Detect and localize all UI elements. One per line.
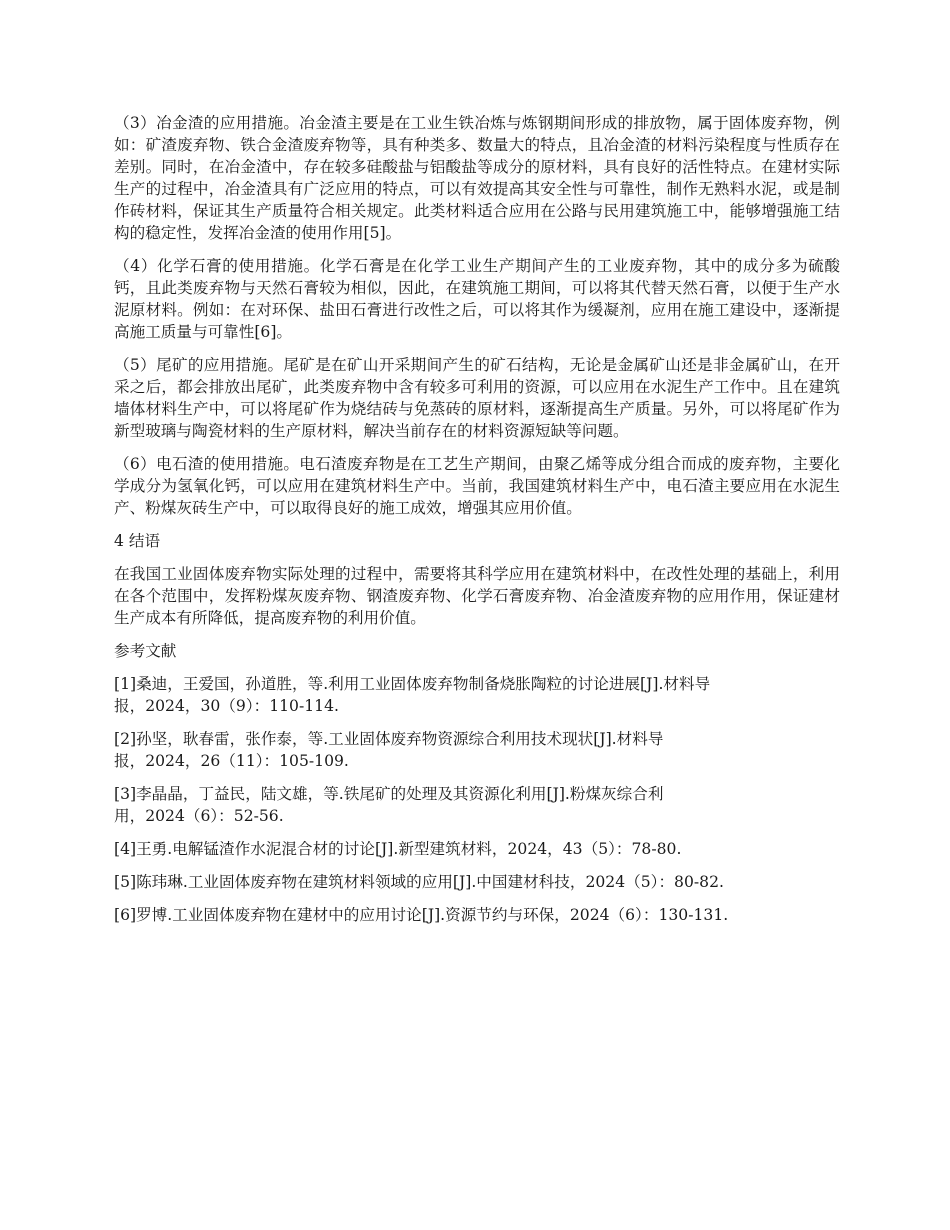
reference-line: [1]桑迪，王爱国，孙道胜，等.利用工业固体废弃物制备烧胀陶粒的讨论进展[J].材料导 — [114, 675, 711, 693]
document-page — [114, 112, 840, 937]
conclusion-heading: 4 结语 — [114, 532, 161, 550]
reference-item-6 — [114, 904, 840, 926]
conclusion-text: 在我国工业固体废弃物实际处理的过程中，需要将其科学应用在建筑材料中，在改性处理的基础上，利用在各个范围中，发挥粉煤灰废弃物、钢渣废弃物、化学石膏废弃物、冶金渣废弃物的应用作用，保证建材生产成本有所降低，提高废弃物的利用价值。 — [114, 565, 840, 627]
reference-item-5 — [114, 871, 840, 893]
reference-line: [3]李晶晶，丁益民，陆文雄，等.铁尾矿的处理及其资源化利用[J].粉煤灰综合利 — [114, 785, 664, 803]
paragraph-metallurgical-slag: （3）冶金渣的应用措施。冶金渣主要是在工业生铁冶炼与炼钢期间形成的排放物，属于固体废弃物，例如：矿渣废弃物、铁合金渣废弃物等，具有种类多、数量大的特点，且冶金渣的材料污染程度与性质存在差别。同时，在冶金渣中，存在较多硅酸盐与铝酸盐等成分的原材料，具有良好的活性特点。在建材实际生产的过程中，冶金渣具有广泛应用的特点，可以有效提高其安全性与可靠性，制作无熟料水泥，或是制作砖材料，保证其生产质量符合相关规定。此类材料适合应用在公路与民用建筑施工中，能够增强施工结构的稳定性，发挥冶金渣的使用作用[5]。 — [114, 114, 840, 242]
reference-item-2 — [114, 728, 840, 772]
reference-item-4 — [114, 838, 840, 860]
reference-line: 报，2024，30（9）：110-114. — [114, 697, 339, 715]
reference-item-1 — [114, 673, 840, 717]
reference-item-3 — [114, 783, 840, 827]
paragraph-chemical-gypsum: （4）化学石膏的使用措施。化学石膏是在化学工业生产期间产生的工业废弃物，其中的成分多为硫酸钙，且此类废弃物与天然石膏较为相似，因此，在建筑施工期间，可以将其代替天然石膏，以便于生产水泥原材料。例如：在对环保、盐田石膏进行改性之后，可以将其作为缓凝剂，应用在施工建设中，逐渐提高施工质量与可靠性[6]。 — [114, 257, 841, 341]
reference-line: 报，2024，26（11）：105-109. — [114, 752, 349, 770]
reference-line: [5]陈玮琳.工业固体废弃物在建筑材料领域的应用[J].中国建材科技，2024（5）：80-82. — [114, 873, 724, 891]
reference-line: [2]孙坚，耿春雷，张作泰，等.工业固体废弃物资源综合利用技术现状[J].材料导 — [114, 730, 664, 748]
reference-line: [6]罗博.工业固体废弃物在建材中的应用讨论[J].资源节约与环保，2024（6）：130-131. — [114, 906, 729, 924]
paragraph-carbide-slag: （6）电石渣的使用措施。电石渣废弃物是在工艺生产期间，由聚乙烯等成分组合而成的废弃物，主要化学成分为氢氧化钙，可以应用在建筑材料生产中。当前，我国建筑材料生产中，电石渣主要应用在水泥生产、粉煤灰砖生产中，可以取得良好的施工成效，增强其应用价值。 — [114, 455, 840, 517]
reference-line: [4]王勇.电解锰渣作水泥混合材的讨论[J].新型建筑材料，2024，43（5）：78-80. — [114, 840, 682, 858]
references-heading: 参考文献 — [114, 642, 177, 660]
reference-line: 用，2024（6）：52-56. — [114, 807, 284, 825]
paragraph-tailings: （5）尾矿的应用措施。尾矿是在矿山开采期间产生的矿石结构，无论是金属矿山还是非金属矿山，在开采之后，都会排放出尾矿，此类废弃物中含有较多可利用的资源，可以应用在水泥生产工作中。且在建筑墙体材料生产中，可以将尾矿作为烧结砖与免蒸砖的原材料，逐渐提高生产质量。另外，可以将尾矿作为新型玻璃与陶瓷材料的生产原材料，解决当前存在的材料资源短缺等问题。 — [114, 356, 840, 440]
